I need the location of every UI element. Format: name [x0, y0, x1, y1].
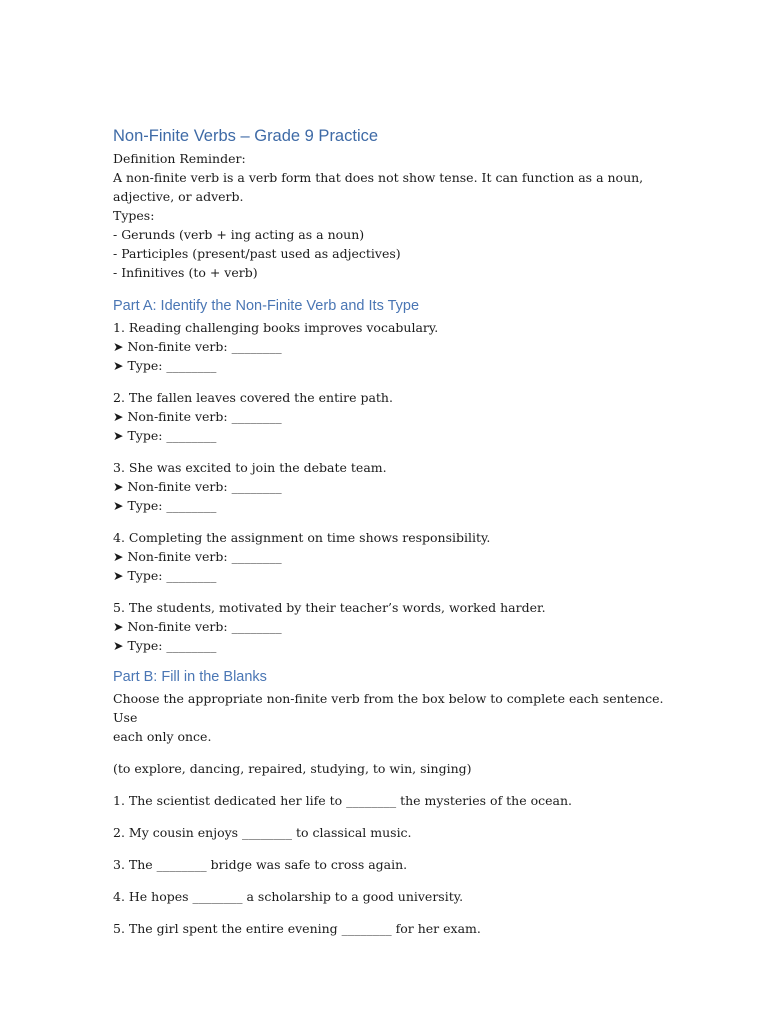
fill-blank-sentence: 5. The girl spent the entire evening ________ for her exam.	[113, 921, 481, 936]
type-answer-prompt: ➤ Type: ________	[113, 428, 217, 443]
word-box: (to explore, dancing, repaired, studying, to win, singing)	[113, 761, 472, 776]
part-b-instructions	[113, 689, 668, 746]
definition-reminder	[113, 149, 668, 282]
intro-line: Definition Reminder:	[113, 151, 246, 166]
intro-line: - Gerunds (verb + ing acting as a noun)	[113, 227, 365, 242]
part-b-heading: Part B: Fill in the Blanks	[113, 669, 267, 685]
question-item	[113, 388, 668, 445]
verb-answer-prompt: ➤ Non-finite verb: ________	[113, 619, 282, 634]
intro-line: A non-finite verb is a verb form that does not show tense. It can function as a noun,	[113, 170, 644, 185]
question-sentence: 4. Completing the assignment on time shows responsibility.	[113, 530, 491, 545]
intro-line: adjective, or adverb.	[113, 189, 244, 204]
question-item	[113, 318, 668, 375]
part-b-section	[113, 668, 668, 938]
question-item	[113, 598, 668, 655]
fill-blank-sentence: 3. The ________ bridge was safe to cross again.	[113, 857, 408, 872]
question-sentence: 2. The fallen leaves covered the entire path.	[113, 390, 393, 405]
instructions-line: Choose the appropriate non-finite verb from the box below to complete each sentence. Use	[113, 691, 668, 725]
verb-answer-prompt: ➤ Non-finite verb: ________	[113, 549, 282, 564]
intro-line: Types:	[113, 208, 155, 223]
fill-blank-sentence: 2. My cousin enjoys ________ to classical music.	[113, 825, 412, 840]
question-sentence: 1. Reading challenging books improves vocabulary.	[113, 320, 439, 335]
verb-answer-prompt: ➤ Non-finite verb: ________	[113, 409, 282, 424]
question-item	[113, 458, 668, 515]
fill-blank-sentence: 4. He hopes ________ a scholarship to a good university.	[113, 889, 464, 904]
type-answer-prompt: ➤ Type: ________	[113, 498, 217, 513]
intro-line: - Infinitives (to + verb)	[113, 265, 258, 280]
type-answer-prompt: ➤ Type: ________	[113, 638, 217, 653]
fill-blank-sentence: 1. The scientist dedicated her life to ________ the mysteries of the ocean.	[113, 793, 573, 808]
question-item	[113, 528, 668, 585]
type-answer-prompt: ➤ Type: ________	[113, 358, 217, 373]
instructions-line: each only once.	[113, 729, 212, 744]
part-a-heading: Part A: Identify the Non-Finite Verb and Its Type	[113, 298, 420, 314]
part-a-section	[113, 297, 668, 655]
question-sentence: 5. The students, motivated by their teacher’s words, worked harder.	[113, 600, 546, 615]
document-title: Non-Finite Verbs – Grade 9 Practice	[113, 127, 379, 145]
type-answer-prompt: ➤ Type: ________	[113, 568, 217, 583]
intro-line: - Participles (present/past used as adjectives)	[113, 246, 401, 261]
verb-answer-prompt: ➤ Non-finite verb: ________	[113, 339, 282, 354]
question-sentence: 3. She was excited to join the debate team.	[113, 460, 387, 475]
verb-answer-prompt: ➤ Non-finite verb: ________	[113, 479, 282, 494]
